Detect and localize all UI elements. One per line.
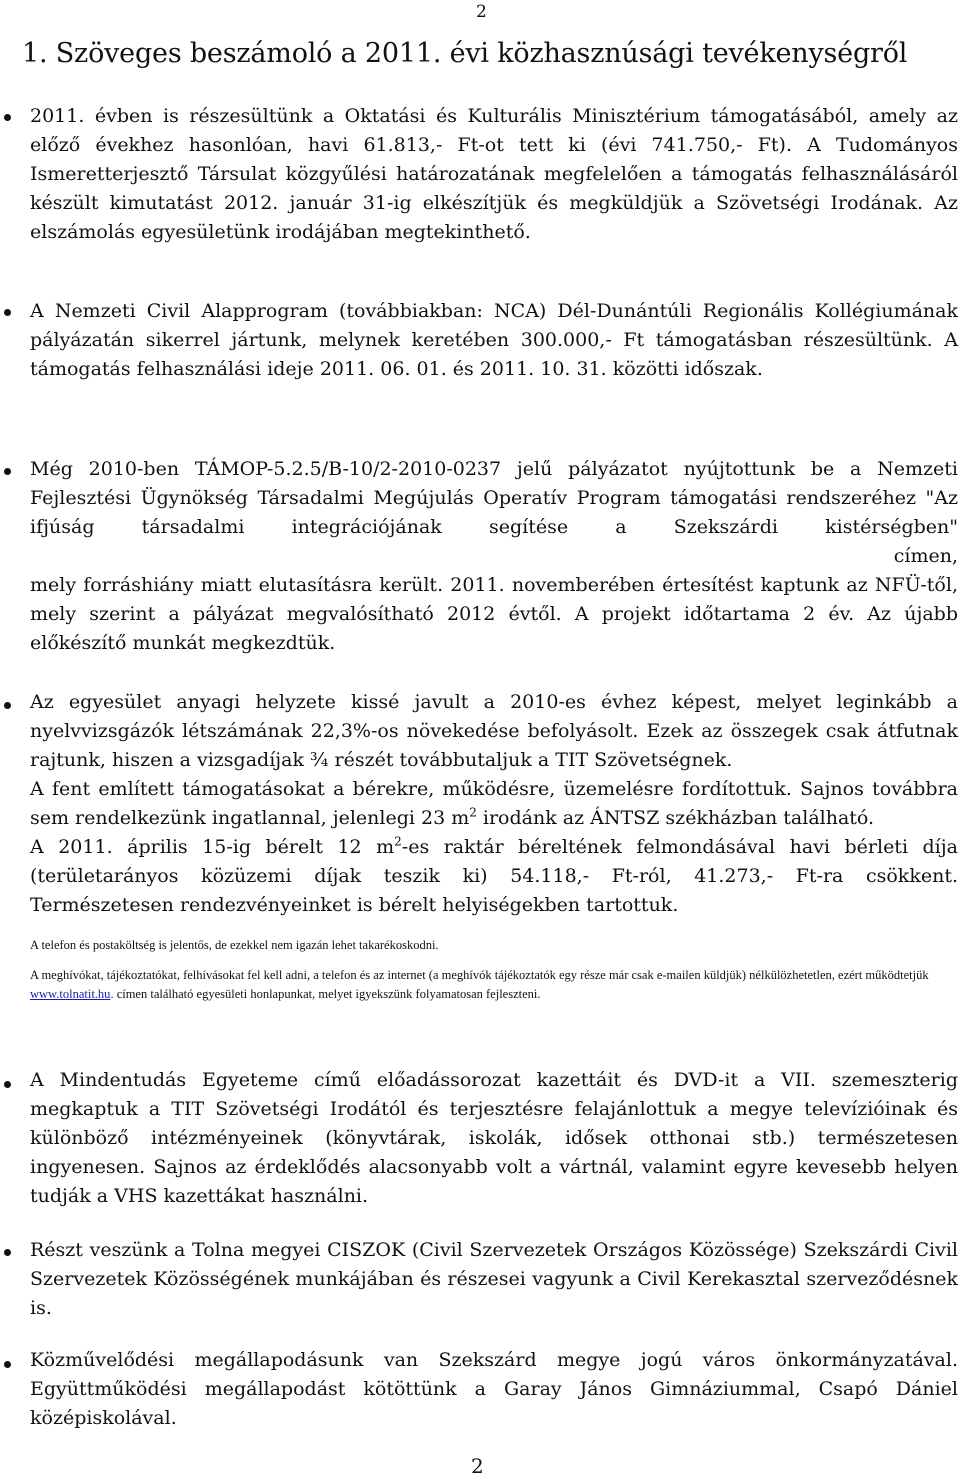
page-title: 1. Szöveges beszámoló a 2011. évi közhasznúsági tevékenységről (22, 38, 908, 69)
paragraph-anyagi-2: A fent említett támogatásokat a bérekre, működésre, üzemelésre fordítottuk. Sajnos továbbra sem rendelkezünk ingatlannal, jelenlegi 23 $m^2$ irodánk az ÁNTSZ székházban található. (30, 778, 958, 829)
paragraph-ciszok: Részt veszünk a Tolna megyei CISZOK (Civil Szervezetek Országos Közössége) Szekszárdi Civil Szervezetek Közösségének munkájában és részesei vagyunk a Civil Kerekasztal szerveződésnek is. (30, 1239, 958, 1319)
paragraph-nca: A Nemzeti Civil Alapprogram (továbbiakban: NCA) Dél-Dunántúli Regionális Kollégiumának pályázatán sikerrel jártunk, melynek keretében 300.000,- Ft támogatásban részesültünk. A támogatás felhasználási ideje 2011. 06. 01. és 2011. 10. 31. közötti időszak. (30, 300, 958, 380)
bullet-icon (4, 1249, 11, 1256)
page-number-top: 2 (476, 2, 487, 22)
list-item-tamop (30, 455, 958, 658)
note-telefon: A telefon és postaköltség is jelentős, de ezekkel nem igazán lehet takarékoskodni. (30, 938, 439, 952)
page-number-bottom: 2 (471, 1454, 484, 1478)
bullet-icon (4, 468, 11, 475)
paragraph-tamop-1: Még 2010-ben TÁMOP-5.2.5/B-10/2-2010-0237 jelű pályázatot nyújtottunk be a Nemzeti Fejlesztési Ügynökség Társadalmi Megújulás Operatív Program támogatási rendszeréhez "Az ifjúság társadalmi integrációjának segítése a Szekszárdi kistérségben" (30, 458, 958, 538)
paragraph-oktatas: 2011. évben is részesültünk a Oktatási és Kulturális Minisztérium támogatásából, amely az előző évekhez hasonlóan, havi 61.813,- Ft-ot tett ki (évi 741.750,- Ft). A Tudományos Ismeretterjesztő Társulat közgyűlési határozatának megfelelően a támogatás felhasználásáról készült kimutatást 2012. január 31-ig elkészítjük és megküldjük a Szövetségi Irodának. Az elszámolás egyesületünk irodájában megtekinthető. (30, 105, 958, 243)
bullet-icon (4, 114, 11, 121)
list-item-kozmuvelodes (30, 1346, 958, 1433)
paragraph-mindentudas: A Mindentudás Egyeteme című előadássorozat kazettáit és DVD-it a VII. szemeszterig megkaptuk a TIT Szövetségi Irodától és terjesztésre felajánlottuk a megye televízióinak és különböző intézményeinek (könyvtárak, iskolák, idősek otthonai stb.) természetesen ingyenesen. Sajnos az érdeklődés alacsonyabb volt a vártnál, valamint egyre kevesebb helyen tudják a VHS kazettákat használni. (30, 1069, 958, 1207)
bullet-icon (4, 1081, 11, 1088)
list-item-anyagi (30, 688, 958, 920)
paragraph-kozmuvelodes: Közművelődési megállapodásunk van Szekszárd megye jogú város önkormányzatával. Együttműködési megállapodást kötöttünk a Garay János Gimnáziummal, Csapó Dániel középiskolával. (30, 1349, 958, 1429)
bullet-icon (4, 702, 11, 709)
list-item-oktatas (30, 102, 958, 247)
list-item-nca (30, 297, 958, 384)
paragraph-anyagi-1: Az egyesület anyagi helyzete kissé javult a 2010-es évhez képest, melyet leginkább a nyelvvizsgázók létszámának 22,3%-os növekedése befolyásolt. Ezek az összegek csak átfutnak rajtunk, hiszen a vizsgadíjak ¾ részét továbbutaljuk a TIT Szövetségnek. (30, 691, 958, 771)
website-link[interactable]: www.tolnatit.hu (30, 987, 111, 1001)
bullet-icon (4, 1361, 11, 1368)
list-item-mindentudas (30, 1066, 958, 1211)
paragraph-anyagi-3: A 2011. április 15-ig bérelt 12 $m^2-es$ raktár béreltének felmondásával havi bérleti díja (területarányos közüzemi díjak teszik ki) 54.118,- Ft-ról, 41.273,- Ft-ra csökkent. Természetesen rendezvényeinket is bérelt helyiségekben tartottuk. (30, 834, 958, 916)
note-meghivok: A meghívókat, tájékoztatókat, felhívásokat fel kell adni, a telefon és az internet (a meghívók tájékoztatók egy része már csak e-mailen küldjük) nélkülözhetetlen, ezért működtetjük www.tolnatit.hu. címen található egyesületi honlapunkat, melyet igyekszünk folyamatosan fejleszteni. (30, 968, 929, 1001)
bullet-icon (4, 309, 11, 316)
paragraph-tamop-3: mely forráshiány miatt elutasításra került. 2011. novemberében értesítést kaptunk az NFÜ-től, mely szerint a pályázat megvalósítható 2012 évtől. A projekt időtartama 2 év. Az újabb előkészítő munkát megkezdtük. (30, 574, 958, 654)
list-item-ciszok (30, 1236, 958, 1323)
paragraph-tamop-2: címen, (893, 545, 958, 567)
